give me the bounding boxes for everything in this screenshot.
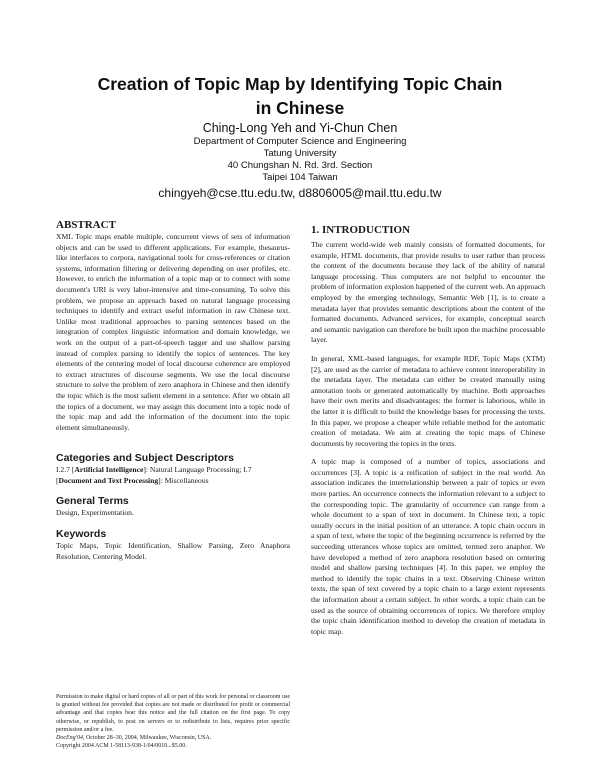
- author-emails: chingyeh@cse.ttu.edu.tw, d8806005@mail.ttu.edu.tw: [158, 186, 442, 200]
- left-column: [56, 219, 290, 562]
- copyright-line: Copyright 2004 ACM 1-58113-938-1/04/0010...$5.00.: [56, 743, 187, 750]
- categories-l2-pre: [: [56, 475, 59, 485]
- introduction-para-1: The current world-wide web mainly consists of formatted documents, for example, HTML documents, that provide results to user rather than process the content of the documents because they lack of the ability of natural language processing. Thus computers are not helpful to encounter the problem of information explosion happened of the current web. An approach employed by the emerging technology, Semantic Web [1], is to create a metadata layer that provides semantic descriptions about the content of the formatted documents. Advanced services, for example, conceptual search and semantic navigation can therefore be built upon the machine processable layer.: [311, 240, 545, 345]
- conference-name: DocEng'04,: [56, 735, 85, 742]
- categories-l1-post: ]: Natural Language Processing; I.7: [143, 465, 252, 475]
- abstract-heading: ABSTRACT: [56, 219, 116, 231]
- categories-l2-post: ]: Miscellaneous: [158, 475, 209, 485]
- general-terms-heading: General Terms: [56, 495, 129, 508]
- right-column: [311, 224, 545, 637]
- author-names: Ching-Long Yeh and Yi-Chun Chen: [202, 121, 398, 135]
- author-university: Tatung University: [263, 148, 337, 159]
- categories-body: [56, 465, 290, 486]
- keywords-heading: Keywords: [56, 528, 107, 541]
- paper-title-line-1: Creation of Topic Map by Identifying Topic Chain: [97, 74, 503, 94]
- categories-l1-pre: I.2.7 [: [56, 465, 75, 475]
- introduction-para-3: A topic map is composed of a number of topics, associations and occurrences [3]. A topic is a reification of subject in the real world. An association indicates the interrelationship between a pair of topics or even more parties. An occurrence connects the information relevant to a subject to the corresponding topic. The granularity of occurrence can range from a whole document to a span of text in document. In Chinese text, a topic usually occurs in the initial position of an utterance. A topic chain occurs in a span of text, where the topic of the beginning occurrence is referred by the succeeding utterances whose topics are omitted, termed zero anaphor. We have developed a method of zero anaphora resolution based on centering model and shallow parsing techniques [4]. In this paper, we employ the method to identify the topic chains in a text. Observing Chinese written texts, the span of text covered by a topic chain to a large extent represents the information about a certain subject. In other words, a topic chain can be used as the source of obtaining occurrences of topics. We therefore employ the topic chain identification method to develop the creation of metadata in topic map.: [311, 457, 545, 636]
- abstract-body: XML Topic maps enable multiple, concurrent views of sets of information objects and can be used to different applications. For example, thesaurus-like interfaces to corpora, navigational tools for cross-references or citation systems, information filtering or delivering depending on user profiles, etc. However, to enrich the information of a topic map or to connect with some document's URI is very labor-intensive and time-consuming. To solve this problem, we propose an approach based on natural language processing techniques to identify and extract useful information in raw Chinese text. Unlike most traditional approaches to parsing sentences based on the integration of complex linguistic information and domain knowledge, we work on the output of a part-of-speech tagger and use shallow parsing instead of complex parsing to identify the topics of sentences. The key elements of the centering model of local discourse coherence are employed to extract structures of discourse segments. We use the local discourse structure to solve the problem of zero anaphora in Chinese and then identify the topic which is the most salient element in a sentence. After we obtain all the topics of a document, we may assign this document into a topic node of the topic map and add the information of the document into the topic element simultaneously.: [56, 232, 290, 432]
- permission-text: Permission to make digital or hard copies of all or part of this work for personal or classroom use is granted without fee provided that copies are not made or distributed for profit or commercial advantage and that copies bear this notice and the full citation on the first page. To copy otherwise, or republish, to post on servers or to redistribute to lists, requires prior specific permission and/or a fee.: [56, 694, 290, 733]
- author-department: Department of Computer Science and Engineering: [193, 136, 407, 147]
- conference-details: October 28–30, 2004, Milwaukee, Wisconsin, USA.: [84, 735, 212, 742]
- categories-heading: Categories and Subject Descriptors: [56, 452, 234, 465]
- categories-l1-bold: Artificial Intelligence: [74, 465, 144, 475]
- author-address: 40 Chungshan N. Rd. 3rd. Section: [227, 160, 373, 171]
- keywords-body: Topic Maps, Topic Identification, Shallow Parsing, Zero Anaphora Resolution, Centering Model.: [56, 541, 290, 561]
- introduction-para-2: In general, XML-based languages, for example RDF, Topic Maps (XTM) [2], are used as the carrier of metadata to achieve content interoperability in the metadata layer. The metadata can either be created manually using annotation tools or generated automatically by machine. Both approaches have their own merits and disadvantages: the former is laborious, while in the latter it is difficult to build the knowledge bases for processing the texts. In this paper, we propose a cheaper while reliable method for the automatic creation of metadata. We aim at creating the topic maps of Chinese documents by recovering the topics in the texts.: [311, 353, 545, 448]
- introduction-heading: 1. INTRODUCTION: [311, 224, 411, 236]
- categories-l2-bold: Document and Text Processing: [58, 475, 159, 485]
- permission-notice: [56, 693, 290, 750]
- general-terms-body: Design, Experimentation.: [56, 508, 134, 518]
- conference-line: [56, 734, 290, 742]
- paper-title-line-2: in Chinese: [255, 98, 345, 118]
- author-city: Taipei 104 Taiwan: [262, 172, 338, 183]
